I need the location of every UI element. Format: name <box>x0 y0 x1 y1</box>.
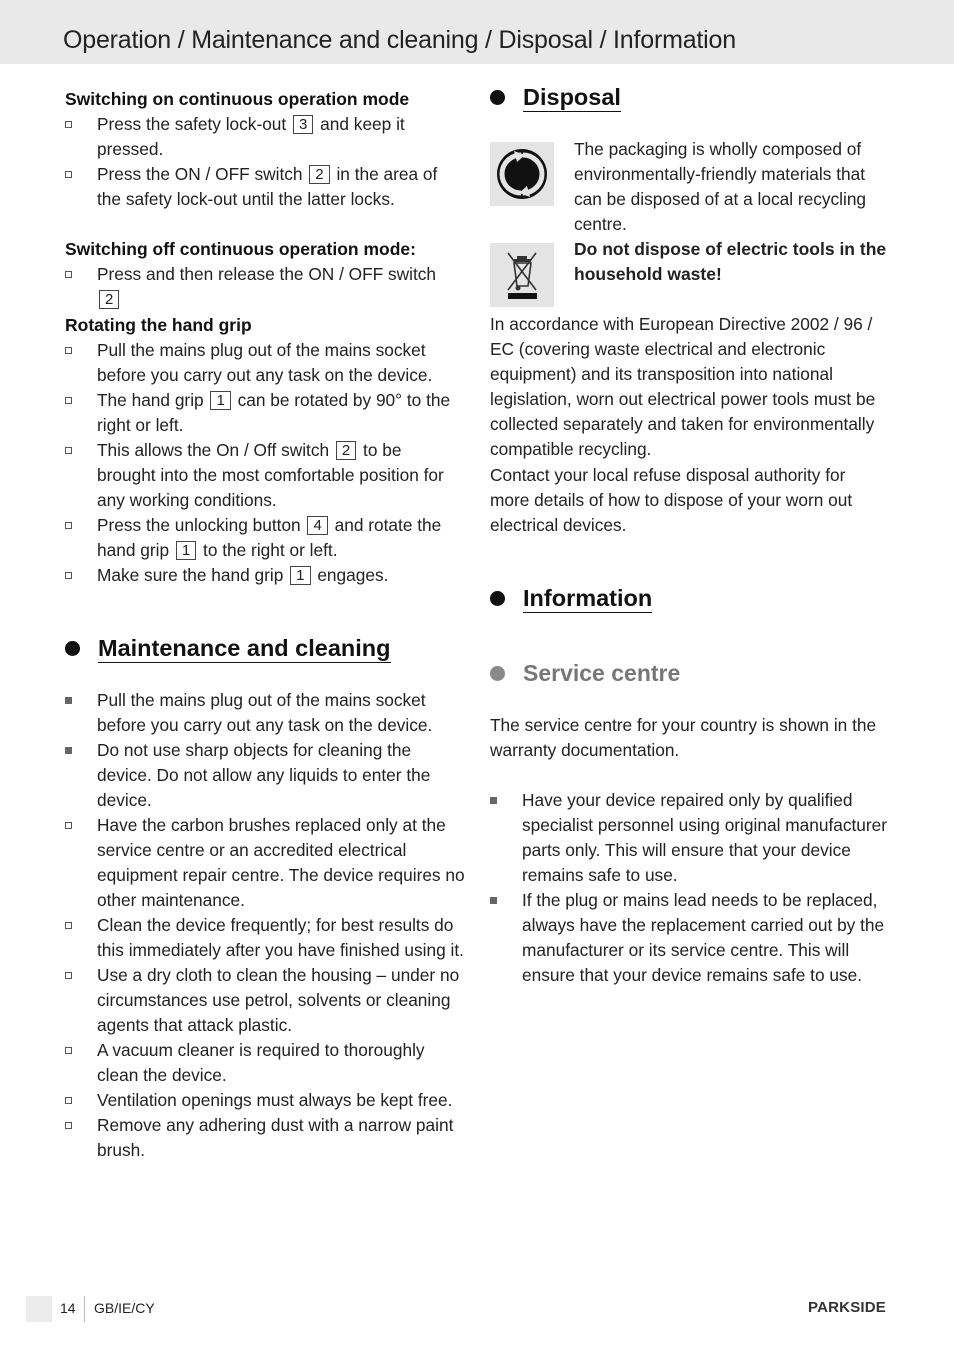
section-dot-icon <box>490 90 505 105</box>
part-reference-number: 1 <box>210 391 230 410</box>
page-title: Operation / Maintenance and cleaning / Disposal / Information <box>63 26 736 54</box>
list-item <box>65 563 460 588</box>
service-list <box>490 788 890 988</box>
list-item-text: Make sure the hand grip <box>97 565 289 585</box>
part-reference-number: 3 <box>293 115 313 134</box>
list-item-text: Remove any adhering dust with a narrow paint brush. <box>97 1115 454 1160</box>
hollow-square-bullet-icon <box>65 447 72 454</box>
list-item-text: This allows the On / Off switch <box>97 440 334 460</box>
list-item <box>65 162 465 212</box>
maintenance-list <box>65 688 465 1163</box>
hollow-square-bullet-icon <box>65 1097 72 1104</box>
hollow-square-bullet-icon <box>65 1047 72 1054</box>
list-item-text: to the right or left. <box>198 540 338 560</box>
hollow-square-bullet-icon <box>65 922 72 929</box>
list-item <box>65 913 465 963</box>
part-reference-number: 2 <box>336 441 356 460</box>
filled-square-bullet-icon <box>65 747 72 754</box>
hand-grip-heading: Rotating the hand grip <box>65 315 252 335</box>
contact-text: Contact your local refuse disposal authority for more details of how to dispose of your worn out electrical devices. <box>490 465 853 535</box>
list-item-text: Do not use sharp objects for cleaning the device. Do not allow any liquids to enter the device. <box>97 740 431 810</box>
list-item-text: to be brought into the most comfortable position for any working conditions. <box>97 440 444 510</box>
filled-square-bullet-icon <box>65 697 72 704</box>
continuous-off-heading: Switching off continuous operation mode: <box>65 239 416 259</box>
continuous-on-steps <box>65 112 465 212</box>
crossed-out-wheelie-bin-icon <box>490 243 554 307</box>
disposal-heading <box>490 82 621 112</box>
green-dot-recycling-icon <box>490 142 554 206</box>
filled-square-bullet-icon <box>490 897 497 904</box>
part-reference-number: 1 <box>176 541 196 560</box>
hollow-square-bullet-icon <box>65 1122 72 1129</box>
list-item <box>490 888 890 988</box>
hollow-square-bullet-icon <box>65 397 72 404</box>
subsection-dot-icon <box>490 666 505 681</box>
list-item-text: Press and then release the ON / OFF switch <box>97 264 437 284</box>
hollow-square-bullet-icon <box>65 171 72 178</box>
hollow-square-bullet-icon <box>65 347 72 354</box>
section-dot-icon <box>490 591 505 606</box>
list-item <box>65 338 460 388</box>
disposal-heading-text: Disposal <box>523 84 621 110</box>
list-item-text: Have the carbon brushes replaced only at the service centre or an accredited electrical equipment repair centre. The device requires no other maintenance. <box>97 815 465 910</box>
part-reference-number: 1 <box>290 566 310 585</box>
filled-square-bullet-icon <box>490 797 497 804</box>
list-item-text: Press the ON / OFF switch <box>97 164 308 184</box>
list-item <box>65 813 465 913</box>
packaging-text: The packaging is wholly composed of environmentally-friendly materials that can be disposed of at a local recycling centre. <box>574 139 867 234</box>
list-item <box>65 1088 465 1113</box>
list-item-text: Ventilation openings must always be kept free. <box>97 1090 453 1110</box>
section-dot-icon <box>65 641 80 656</box>
list-item <box>65 112 465 162</box>
list-item-text: Pull the mains plug out of the mains socket before you carry out any task on the device. <box>97 690 433 735</box>
list-item <box>65 388 460 438</box>
list-item-text: Clean the device frequently; for best results do this immediately after you have finished using it. <box>97 915 464 960</box>
maintenance-heading-text: Maintenance and cleaning <box>98 635 391 661</box>
list-item <box>490 788 890 888</box>
part-reference-number: 2 <box>99 290 119 309</box>
list-item <box>65 738 465 813</box>
information-heading-text: Information <box>523 585 653 611</box>
service-centre-heading <box>490 658 680 688</box>
country-codes: GB/IE/CY <box>94 1300 155 1316</box>
list-item <box>65 688 465 738</box>
list-item-text: engages. <box>312 565 389 585</box>
service-intro: The service centre for your country is shown in the warranty documentation. <box>490 715 877 760</box>
hollow-square-bullet-icon <box>65 972 72 979</box>
page-number: 14 <box>60 1300 76 1316</box>
hollow-square-bullet-icon <box>65 121 72 128</box>
list-item <box>65 438 460 513</box>
list-item <box>65 1113 465 1163</box>
information-heading <box>490 583 652 613</box>
list-item <box>65 963 465 1038</box>
list-item-text: If the plug or mains lead needs to be replaced, always have the replacement carried out by the manufacturer or its service centre. This will ensure that your device remains safe to use. <box>522 890 885 985</box>
continuous-off-steps <box>65 262 465 312</box>
list-item-text: The hand grip <box>97 390 209 410</box>
list-item-text: Press the safety lock-out <box>97 114 292 134</box>
service-centre-heading-text: Service centre <box>523 660 681 686</box>
maintenance-heading <box>65 633 391 663</box>
hollow-square-bullet-icon <box>65 522 72 529</box>
list-item-text: A vacuum cleaner is required to thoroughly clean the device. <box>97 1040 425 1085</box>
hollow-square-bullet-icon <box>65 822 72 829</box>
list-item <box>65 513 460 563</box>
list-item-text: Press the unlocking button <box>97 515 306 535</box>
list-item-text: Use a dry cloth to clean the housing – under no circumstances use petrol, solvents or cleaning agents that attack plastic. <box>97 965 460 1035</box>
hollow-square-bullet-icon <box>65 271 72 278</box>
continuous-on-heading: Switching on continuous operation mode <box>65 89 410 109</box>
part-reference-number: 4 <box>307 516 327 535</box>
list-item-text: Pull the mains plug out of the mains socket before you carry out any task on the device. <box>97 340 433 385</box>
hollow-square-bullet-icon <box>65 572 72 579</box>
hand-grip-steps <box>65 338 460 588</box>
list-item-text: in the area of the safety lock-out until the latter locks. <box>97 164 438 209</box>
directive-text: In accordance with European Directive 2002 / 96 / EC (covering waste electrical and electronic equipment) and its transposition into national legislation, worn out electrical power tools must be collected separately and taken for environmentally compatible recycling. <box>490 314 876 459</box>
brand-logo: PARKSIDE <box>808 1299 886 1316</box>
footer-marker <box>26 1296 52 1322</box>
list-item <box>65 262 465 312</box>
part-reference-number: 2 <box>309 165 329 184</box>
list-item-text: can be rotated by 90° to the right or left. <box>97 390 451 435</box>
footer-divider <box>84 1296 85 1322</box>
list-item <box>65 1038 465 1088</box>
list-item-text: and rotate the hand grip <box>97 515 442 560</box>
list-item-text: and keep it pressed. <box>97 114 405 159</box>
weee-warning: Do not dispose of electric tools in the household waste! <box>574 239 887 284</box>
list-item-text: Have your device repaired only by qualified specialist personnel using original manufacturer parts only. This will ensure that your device remains safe to use. <box>522 790 888 885</box>
